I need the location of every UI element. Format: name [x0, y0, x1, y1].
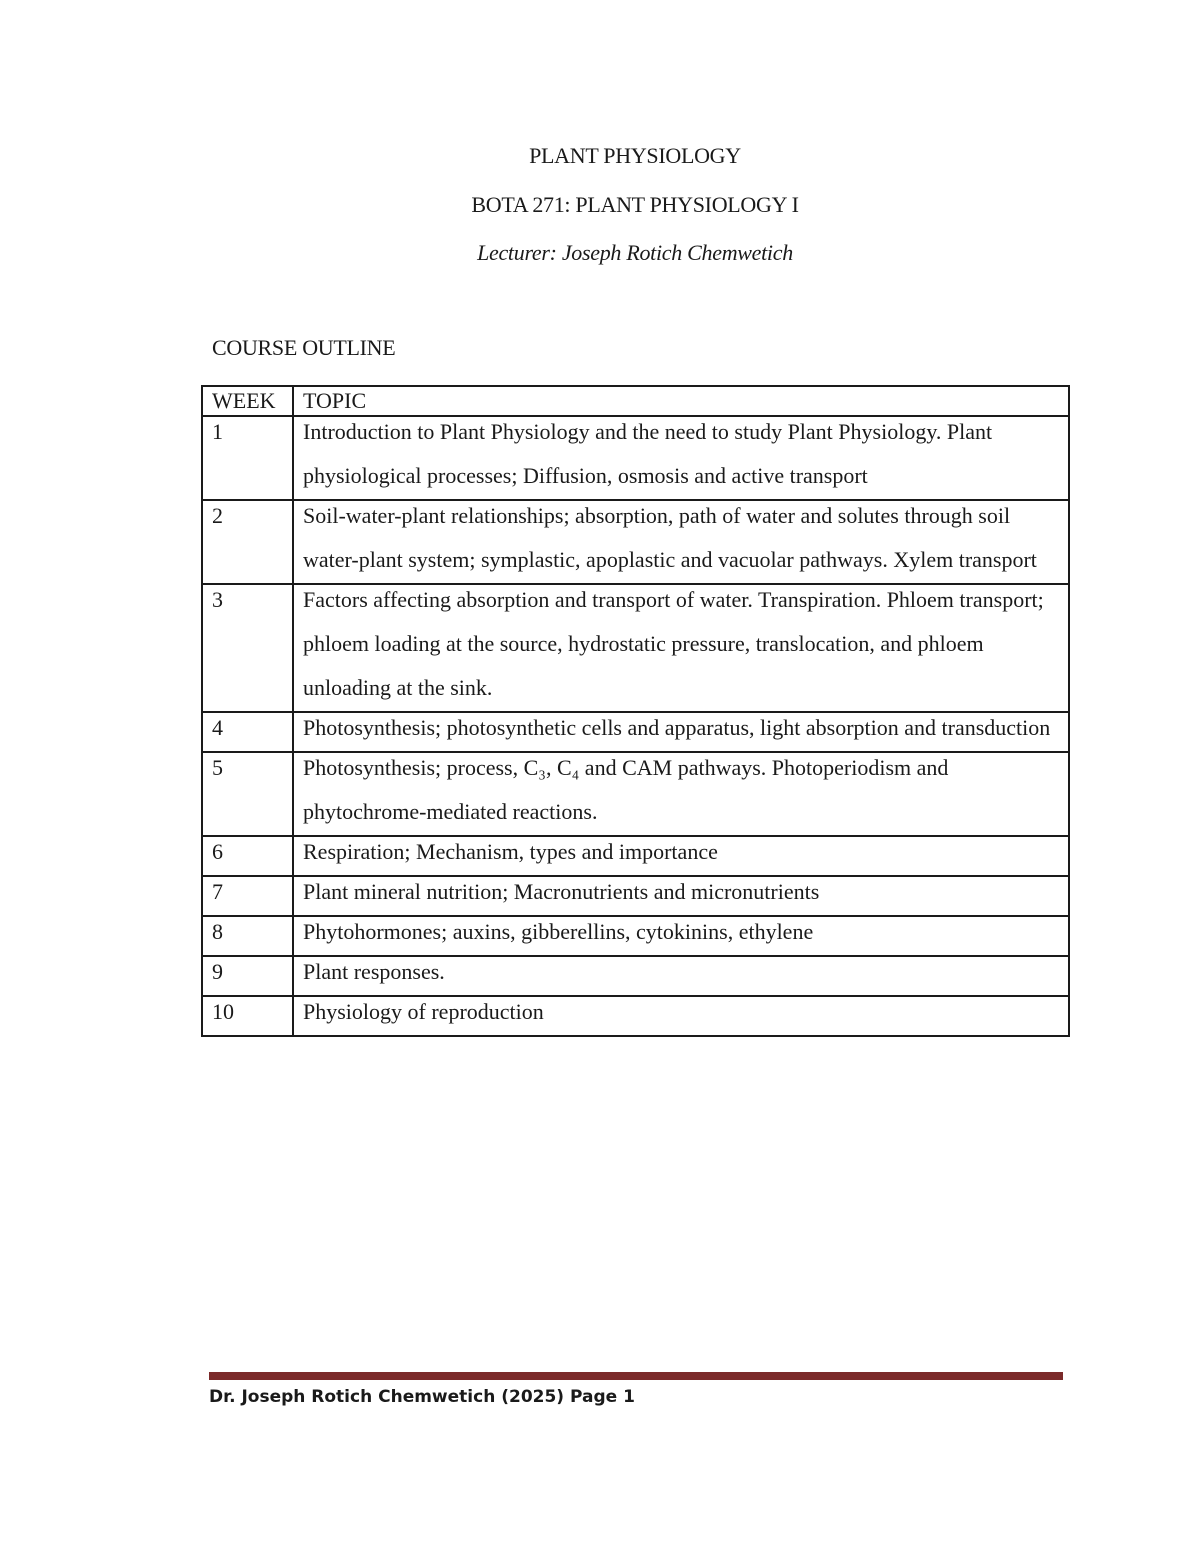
topic-cell: Plant responses. — [293, 956, 1069, 996]
topic-cell: Photosynthesis; photosynthetic cells and apparatus, light absorption and transduction — [293, 712, 1069, 752]
table-row — [202, 500, 1069, 584]
week-cell: 10 — [202, 996, 293, 1036]
topic-cell: Phytohormones; auxins, gibberellins, cytokinins, ethylene — [293, 916, 1069, 956]
topic-cell: Respiration; Mechanism, types and importance — [293, 836, 1069, 876]
week-cell: 6 — [202, 836, 293, 876]
table-row — [202, 416, 1069, 500]
week-cell: 2 — [202, 500, 293, 584]
column-header-topic: TOPIC — [293, 386, 1069, 416]
footer-text: Dr. Joseph Rotich Chemwetich (2025) Page 1 — [209, 1387, 635, 1407]
week-cell: 9 — [202, 956, 293, 996]
week-cell: 3 — [202, 584, 293, 712]
week-cell: 4 — [202, 712, 293, 752]
column-header-week: WEEK — [202, 386, 293, 416]
topic-cell: Plant mineral nutrition; Macronutrients and micronutrients — [293, 876, 1069, 916]
course-title: BOTA 271: PLANT PHYSIOLOGY I — [471, 192, 799, 217]
topic-cell: Soil-water-plant relationships; absorption, path of water and solutes through soil water-plant system; symplastic, apoplastic and vacuolar pathways. Xylem transport — [293, 500, 1069, 584]
week-cell: 8 — [202, 916, 293, 956]
footer-rule — [209, 1372, 1063, 1380]
week-cell: 1 — [202, 416, 293, 500]
section-heading: COURSE OUTLINE — [212, 335, 396, 360]
table-row — [202, 752, 1069, 836]
topic-cell: Introduction to Plant Physiology and the need to study Plant Physiology. Plant physiological processes; Diffusion, osmosis and active transport — [293, 416, 1069, 500]
week-cell: 5 — [202, 752, 293, 836]
course-outline-table — [201, 385, 1070, 1037]
week-cell: 7 — [202, 876, 293, 916]
lecturer-line: Lecturer: Joseph Rotich Chemwetich — [477, 240, 793, 265]
topic-cell: Factors affecting absorption and transport of water. Transpiration. Phloem transport; phloem loading at the source, hydrostatic pressure, translocation, and phloem unloading at the sink. — [293, 584, 1069, 712]
topic-cell: Physiology of reproduction — [293, 996, 1069, 1036]
topic-cell: Photosynthesis; process, C₃, C₄ and CAM pathways. Photoperiodism and phytochrome-mediated reactions. — [293, 752, 1069, 836]
table-row — [202, 996, 1069, 1036]
table-row — [202, 584, 1069, 712]
document-title: PLANT PHYSIOLOGY — [529, 143, 741, 168]
